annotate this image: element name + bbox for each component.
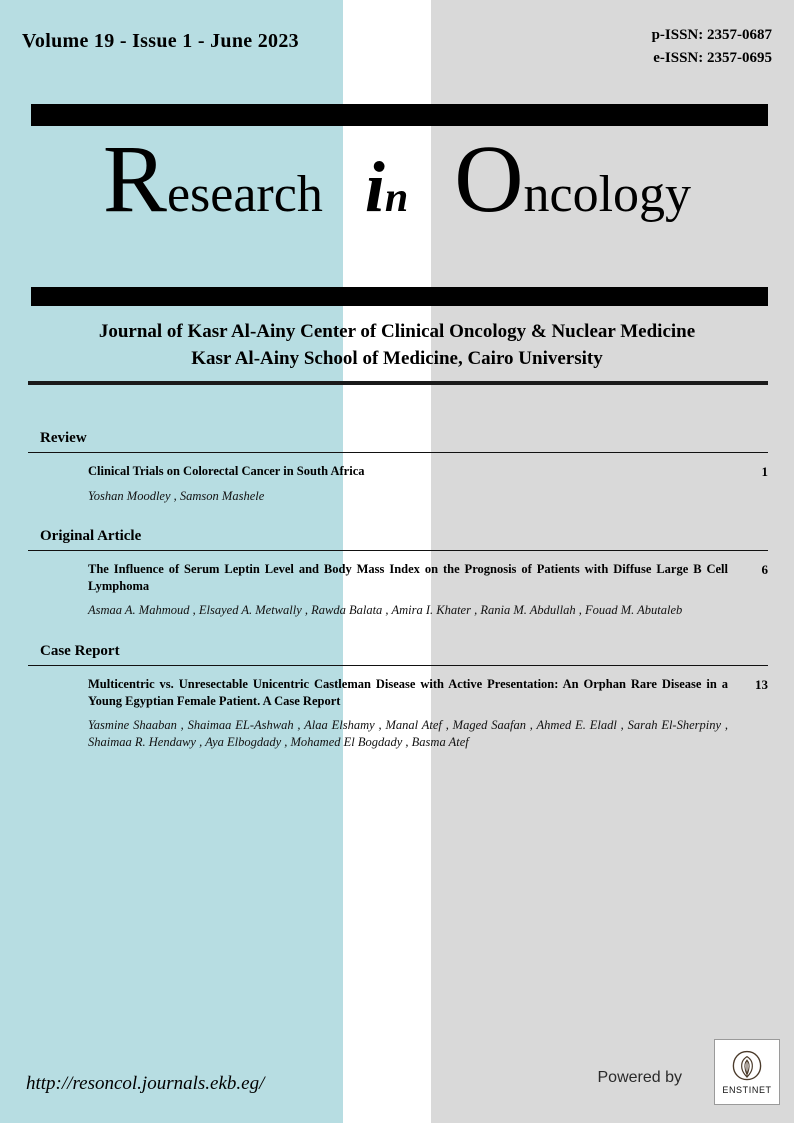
toc-section-heading-review: Review: [28, 430, 768, 453]
enstinet-logo-text: ENSTINET: [722, 1085, 772, 1095]
journal-website-url[interactable]: http://resoncol.journals.ekb.eg/: [26, 1073, 265, 1094]
subtitle-line-1: Journal of Kasr Al-Ainy Center of Clinical Oncology & Nuclear Medicine: [98, 321, 696, 342]
enstinet-mark-icon: [730, 1049, 764, 1083]
toc-page-number: 13: [755, 677, 768, 693]
table-of-contents: [28, 430, 768, 751]
toc-entry[interactable]: [28, 561, 768, 619]
toc-article-authors: Yoshan Moodley , Samson Mashele: [88, 488, 265, 503]
toc-entry[interactable]: [28, 676, 768, 751]
issn-block: [652, 24, 772, 71]
toc-article-authors: Yasmine Shaaban , Shaimaa EL-Ashwah , Alaa Elshamy , Manal Atef , Maged Saafan , Ahmed E. Eladl , Sarah El-Sherpiny , Shaimaa R. Hendawy , Aya Elbogdady , Mohamed El Bogdady , Basma Atef: [88, 718, 728, 750]
title-o-cap: O: [454, 125, 524, 232]
toc-page-number: 1: [761, 464, 768, 479]
print-issn: p-ISSN: 2357-0687: [651, 27, 772, 43]
volume-issue-date: Volume 19 - Issue 1 - June 2023: [22, 30, 299, 52]
toc-article-title[interactable]: Multicentric vs. Unresectable Unicentric Castleman Disease with Active Presentation: An Orphan Rare Disease in a Young Egyptian Female Patient. A Case Report: [88, 677, 728, 708]
toc-section-heading-original-article: Original Article: [28, 528, 768, 551]
toc-entry-body: [88, 561, 742, 619]
toc-entry[interactable]: [28, 463, 768, 504]
title-in-n: n: [384, 175, 409, 221]
title-in-i: i: [364, 147, 385, 227]
masthead-rule-top: [31, 104, 768, 126]
powered-by-label: Powered by: [597, 1069, 682, 1086]
toc-entry-body: [88, 676, 742, 751]
title-r-cap: R: [102, 125, 167, 232]
journal-subtitle: [0, 319, 794, 371]
journal-title: [0, 125, 794, 232]
toc-section-heading-case-report: Case Report: [28, 643, 768, 666]
electronic-issn: e-ISSN: 2357-0695: [653, 50, 772, 67]
enstinet-logo[interactable]: [714, 1039, 780, 1105]
subtitle-rule: [28, 381, 768, 385]
title-oncology-rest: ncology: [523, 166, 692, 223]
title-research-rest: esearch: [166, 166, 323, 223]
toc-page-number: 6: [761, 562, 768, 578]
toc-article-title[interactable]: The Influence of Serum Leptin Level and Body Mass Index on the Prognosis of Patients with Diffuse Large B Cell Lymphoma: [88, 562, 728, 593]
subtitle-line-2: Kasr Al-Ainy School of Medicine, Cairo University: [191, 347, 603, 369]
toc-entry-body: [88, 463, 742, 504]
toc-article-authors: Asmaa A. Mahmoud , Elsayed A. Metwally , Rawda Balata , Amira I. Khater , Rania M. Abdullah , Fouad M. Abutaleb: [88, 603, 683, 618]
toc-article-title[interactable]: Clinical Trials on Colorectal Cancer in South Africa: [88, 464, 365, 478]
masthead-rule-bottom: [31, 287, 768, 306]
